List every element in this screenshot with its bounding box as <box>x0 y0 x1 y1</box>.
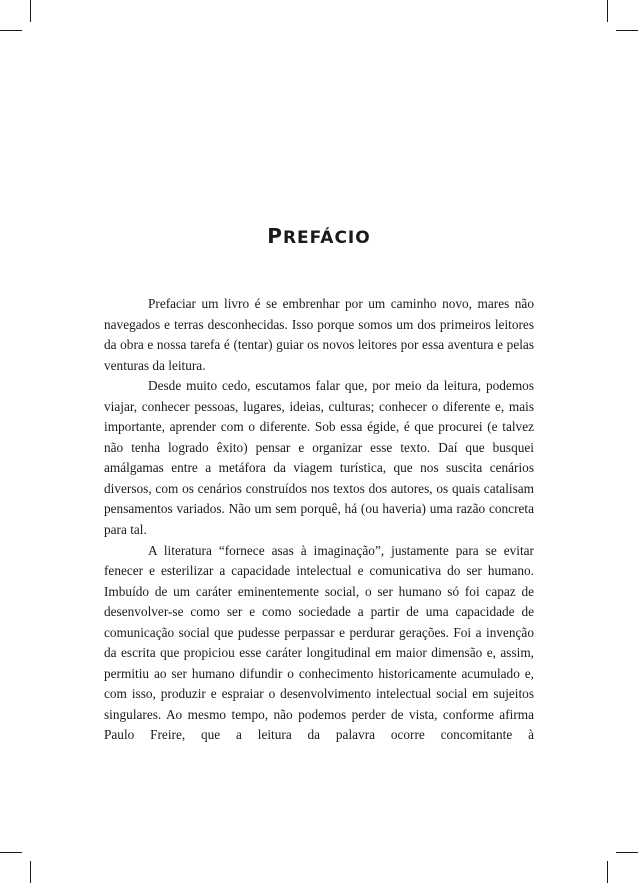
crop-mark-top-left-horizontal <box>0 30 22 31</box>
paragraph-3: A literatura “fornece asas à imaginação”, justamente para se evitar fenecer e esterilizar a capacidade intelectual e comunicativa do ser humano. Imbuído de um caráter eminentemente social, o ser humano só foi capaz de desenvolver-se como ser e como sociedade a partir de uma capacidade de comunicação social que pudesse perpassar e perdurar gerações. Foi a invenção da escrita que propiciou esse caráter longitudinal em maior dimensão e, assim, permitiu ao ser humano difundir o conhecimento historicamente acumulado e, com isso, produzir e espraiar o desenvolvimento intelectual social em sujeitos singulares. Ao mesmo tempo, não podemos perder de vista, conforme afirma Paulo Freire, que a leitura da palavra ocorre concomitante à <box>104 542 534 743</box>
page-title <box>0 224 638 248</box>
crop-mark-bottom-left-horizontal <box>0 852 22 853</box>
crop-mark-top-right-vertical <box>607 0 608 22</box>
body-text <box>104 294 534 746</box>
crop-mark-bottom-right-horizontal <box>616 852 638 853</box>
paragraph-1: Prefaciar um livro é se embrenhar por um caminho novo, mares não navegados e terras desconhecidas. Isso porque somos um dos primeiros leitores da obra e nossa tarefa é (tentar) guiar os novos leitores por essa aventura e pelas venturas da leitura. <box>104 296 534 373</box>
crop-mark-bottom-right-vertical <box>607 861 608 883</box>
paragraph-2: Desde muito cedo, escutamos falar que, por meio da leitura, podemos viajar, conhecer pessoas, lugares, ideias, culturas; conhecer o diferente e, mais importante, aprender com o diferente. Sob essa égide, é que procurei (e talvez não tenha logrado êxito) pensar e organizar esse texto. Daí que busquei amálgamas entre a metáfora da viagem turística, que nos suscita cenários diversos, com os cenários construídos nos textos dos autores, os quais catalisam pensamentos variados. Não um sem porquê, há (ou haveria) uma razão concreta para tal. <box>104 378 534 538</box>
crop-mark-top-left-vertical <box>30 0 31 22</box>
crop-mark-top-right-horizontal <box>616 30 638 31</box>
page-title-initial: P <box>267 224 283 248</box>
page-title-rest: REFÁCIO <box>282 228 371 248</box>
crop-mark-bottom-left-vertical <box>30 861 31 883</box>
